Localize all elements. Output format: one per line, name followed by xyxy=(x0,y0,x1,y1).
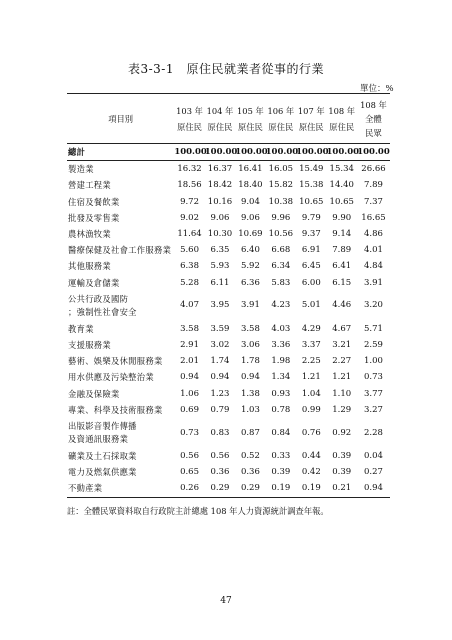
table-row xyxy=(67,353,390,369)
cell-value: 100.00 xyxy=(266,144,296,161)
cell-value: 6.45 xyxy=(301,261,321,272)
table-row xyxy=(67,161,390,178)
cell-value: 0.79 xyxy=(210,404,230,415)
cell-value: 15.82 xyxy=(268,180,294,191)
cell-value: 1.03 xyxy=(240,404,260,415)
cell-value: 0.52 xyxy=(240,451,260,462)
cell-value: 10.65 xyxy=(299,196,324,207)
cell-value: 0.33 xyxy=(271,451,291,462)
cell-value: 16.65 xyxy=(361,212,386,223)
cell-value: 5.83 xyxy=(271,277,291,288)
cell-value: 0.39 xyxy=(271,467,291,478)
row-label: 運輸及倉儲業 xyxy=(68,277,120,288)
cell-value: 6.36 xyxy=(240,277,260,288)
cell-value: 3.36 xyxy=(271,340,291,351)
cell-value: 10.56 xyxy=(268,229,294,240)
header-item: 項目別 xyxy=(67,94,174,144)
cell-value: 9.04 xyxy=(240,196,260,207)
cell-value: 4.46 xyxy=(332,300,352,311)
cell-value: 1.98 xyxy=(271,356,291,367)
row-label: 藝術、娛樂及休閒服務業 xyxy=(68,356,163,367)
table-title: 表3-3-1 原住民就業者從事的行業 xyxy=(127,62,324,76)
cell-value: 18.40 xyxy=(238,180,263,191)
header-col: 107 年 原住民 xyxy=(296,94,326,144)
table-row xyxy=(67,464,390,480)
cell-value: 4.07 xyxy=(180,300,199,311)
cell-value: 0.69 xyxy=(180,404,199,415)
cell-value: 1.38 xyxy=(240,388,260,399)
row-label: 批發及零售業 xyxy=(68,212,120,223)
row-label: 公共行政及國防 ；強制性社會安全 xyxy=(68,293,137,317)
cell-value: 16.41 xyxy=(238,164,263,175)
cell-value: 0.19 xyxy=(296,480,326,497)
cell-value: 3.77 xyxy=(364,388,383,399)
row-label: 專業、科學及技術服務業 xyxy=(68,404,163,415)
cell-value: 4.84 xyxy=(364,261,383,272)
cell-value: 3.37 xyxy=(301,340,321,351)
cell-value: 0.99 xyxy=(301,404,321,415)
cell-value: 0.94 xyxy=(180,372,199,383)
cell-value: 0.26 xyxy=(174,480,204,497)
cell-value: 6.34 xyxy=(271,261,291,272)
cell-value: 15.49 xyxy=(299,164,324,175)
row-label: 農林漁牧業 xyxy=(68,229,111,240)
cell-value: 100.00 xyxy=(205,144,235,161)
table-row xyxy=(67,258,390,274)
cell-value: 0.94 xyxy=(210,372,230,383)
total-row xyxy=(67,144,390,161)
row-label: 其他服務業 xyxy=(68,261,111,272)
table-row xyxy=(67,226,390,242)
cell-value: 0.04 xyxy=(364,451,383,462)
cell-value: 4.03 xyxy=(271,323,291,334)
page-number: 47 xyxy=(220,596,232,606)
cell-value: 1.74 xyxy=(210,356,230,367)
cell-value: 26.66 xyxy=(361,164,386,175)
cell-value: 0.65 xyxy=(180,467,199,478)
cell-value: 100.00 xyxy=(174,144,204,161)
cell-value: 2.28 xyxy=(364,427,383,438)
cell-value: 6.40 xyxy=(240,245,260,256)
cell-value: 0.21 xyxy=(327,480,357,497)
row-label: 不動產業 xyxy=(67,480,174,497)
cell-value: 9.14 xyxy=(332,229,352,240)
cell-value: 5.71 xyxy=(364,323,383,334)
row-label: 金融及保險業 xyxy=(68,388,120,399)
cell-value: 0.42 xyxy=(301,467,321,478)
cell-value: 6.68 xyxy=(271,245,291,256)
header-col: 105 年 原住民 xyxy=(235,94,265,144)
cell-value: 3.59 xyxy=(210,323,230,334)
cell-value: 5.93 xyxy=(210,261,230,272)
cell-value: 3.58 xyxy=(240,323,260,334)
row-label: 電力及燃氣供應業 xyxy=(68,467,137,478)
cell-value: 7.89 xyxy=(332,245,352,256)
cell-value: 3.06 xyxy=(240,340,260,351)
cell-value: 4.86 xyxy=(364,229,383,240)
table-row xyxy=(67,177,390,193)
cell-value: 100.00 xyxy=(357,144,390,161)
cell-value: 4.29 xyxy=(301,323,321,334)
table-row xyxy=(67,402,390,418)
cell-value: 10.65 xyxy=(329,196,354,207)
row-label: 出版影音製作傳播 及資通訊服務業 xyxy=(68,421,137,445)
cell-value: 3.58 xyxy=(180,323,199,334)
cell-value: 16.05 xyxy=(268,164,294,175)
cell-value: 6.35 xyxy=(210,245,230,256)
cell-value: 0.29 xyxy=(235,480,265,497)
cell-value: 6.91 xyxy=(301,245,321,256)
cell-value: 11.64 xyxy=(177,229,202,240)
cell-value: 6.15 xyxy=(332,277,352,288)
cell-value: 16.32 xyxy=(177,164,202,175)
table-row xyxy=(67,275,390,291)
cell-value: 0.36 xyxy=(240,467,260,478)
table-row xyxy=(67,386,390,402)
cell-value: 15.34 xyxy=(329,164,354,175)
header-col: 106 年 原住民 xyxy=(266,94,296,144)
cell-value: 9.02 xyxy=(180,212,199,223)
cell-value: 4.67 xyxy=(332,323,352,334)
cell-value: 3.02 xyxy=(210,340,230,351)
cell-value: 9.37 xyxy=(301,229,321,240)
cell-value: 0.27 xyxy=(364,467,383,478)
row-label: 醫療保健及社會工作服務業 xyxy=(68,245,172,256)
cell-value: 9.90 xyxy=(332,212,352,223)
cell-value: 16.37 xyxy=(207,164,233,175)
cell-value: 5.01 xyxy=(301,300,321,311)
cell-value: 0.94 xyxy=(240,372,260,383)
header-col: 104 年 原住民 xyxy=(205,94,235,144)
unit-label: 單位：% xyxy=(360,84,394,94)
table-row xyxy=(67,369,390,385)
cell-value: 9.06 xyxy=(240,212,260,223)
cell-value: 1.34 xyxy=(271,372,291,383)
cell-value: 1.06 xyxy=(180,388,199,399)
cell-value: 1.00 xyxy=(364,356,383,367)
table-row xyxy=(67,418,390,448)
cell-value: 5.28 xyxy=(180,277,199,288)
cell-value: 6.00 xyxy=(301,277,321,288)
cell-value: 0.84 xyxy=(271,427,291,438)
cell-value: 1.04 xyxy=(301,388,321,399)
cell-value: 0.29 xyxy=(205,480,235,497)
cell-value: 3.91 xyxy=(240,300,260,311)
cell-value: 3.27 xyxy=(364,404,383,415)
row-label: 營建工程業 xyxy=(68,180,111,191)
cell-value: 10.30 xyxy=(207,229,233,240)
cell-value: 9.72 xyxy=(180,196,199,207)
cell-value: 0.73 xyxy=(180,427,199,438)
row-label: 製造業 xyxy=(68,164,94,175)
cell-value: 2.01 xyxy=(180,356,199,367)
cell-value: 100.00 xyxy=(327,144,357,161)
header-col: 108 年 全體 民眾 xyxy=(357,94,390,144)
cell-value: 100.00 xyxy=(235,144,265,161)
cell-value: 10.69 xyxy=(238,229,263,240)
row-label: 總計 xyxy=(67,144,174,161)
cell-value: 1.21 xyxy=(301,372,321,383)
cell-value: 0.87 xyxy=(240,427,260,438)
cell-value: 2.25 xyxy=(301,356,321,367)
cell-value: 0.73 xyxy=(364,372,383,383)
cell-value: 0.56 xyxy=(180,451,199,462)
row-label: 教育業 xyxy=(68,323,94,334)
cell-value: 0.83 xyxy=(210,427,230,438)
cell-value: 1.78 xyxy=(240,356,260,367)
industry-table xyxy=(67,93,390,498)
row-label: 住宿及餐飲業 xyxy=(68,196,120,207)
cell-value: 6.38 xyxy=(180,261,199,272)
cell-value: 0.92 xyxy=(332,427,352,438)
table-row xyxy=(67,210,390,226)
table-row xyxy=(67,337,390,353)
cell-value: 3.21 xyxy=(332,340,352,351)
cell-value: 5.92 xyxy=(240,261,260,272)
cell-value: 0.78 xyxy=(271,404,291,415)
cell-value: 2.59 xyxy=(364,340,383,351)
table-row xyxy=(67,194,390,210)
row-label: 支援服務業 xyxy=(68,340,111,351)
row-label: 用水供應及污染整治業 xyxy=(68,372,154,383)
cell-value: 2.27 xyxy=(332,356,352,367)
cell-value: 3.91 xyxy=(364,277,383,288)
cell-value: 1.10 xyxy=(332,388,352,399)
cell-value: 14.40 xyxy=(329,180,354,191)
cell-value: 2.91 xyxy=(180,340,199,351)
cell-value: 0.39 xyxy=(332,467,352,478)
cell-value: 1.29 xyxy=(332,404,352,415)
cell-value: 10.38 xyxy=(268,196,294,207)
table-row xyxy=(67,448,390,464)
cell-value: 1.23 xyxy=(210,388,230,399)
cell-value: 9.96 xyxy=(271,212,291,223)
cell-value: 100.00 xyxy=(296,144,326,161)
cell-value: 6.11 xyxy=(210,277,230,288)
table-row xyxy=(67,480,390,497)
cell-value: 18.56 xyxy=(177,180,202,191)
cell-value: 0.36 xyxy=(210,467,230,478)
cell-value: 0.19 xyxy=(266,480,296,497)
cell-value: 7.37 xyxy=(364,196,383,207)
cell-value: 5.60 xyxy=(180,245,199,256)
cell-value: 15.38 xyxy=(299,180,324,191)
cell-value: 0.56 xyxy=(210,451,230,462)
cell-value: 7.89 xyxy=(364,180,383,191)
header-col: 108 年 原住民 xyxy=(327,94,357,144)
table-row xyxy=(67,291,390,321)
cell-value: 4.01 xyxy=(364,245,383,256)
cell-value: 0.93 xyxy=(271,388,291,399)
header-row xyxy=(67,94,390,144)
header-col: 103 年 原住民 xyxy=(174,94,204,144)
cell-value: 0.94 xyxy=(357,480,390,497)
footnote: 註：全體民眾資料取自行政院主計總處 108 年人力資源統計調查年報。 xyxy=(67,506,329,516)
cell-value: 6.41 xyxy=(332,261,352,272)
row-label: 礦業及土石採取業 xyxy=(68,451,137,462)
table-row xyxy=(67,321,390,337)
cell-value: 18.42 xyxy=(207,180,233,191)
cell-value: 9.06 xyxy=(210,212,230,223)
cell-value: 0.44 xyxy=(301,451,321,462)
cell-value: 10.16 xyxy=(207,196,233,207)
cell-value: 9.79 xyxy=(301,212,321,223)
cell-value: 0.76 xyxy=(301,427,321,438)
cell-value: 1.21 xyxy=(332,372,352,383)
cell-value: 3.95 xyxy=(210,300,230,311)
cell-value: 3.20 xyxy=(364,300,383,311)
cell-value: 4.23 xyxy=(271,300,291,311)
table-row xyxy=(67,242,390,258)
cell-value: 0.39 xyxy=(332,451,352,462)
